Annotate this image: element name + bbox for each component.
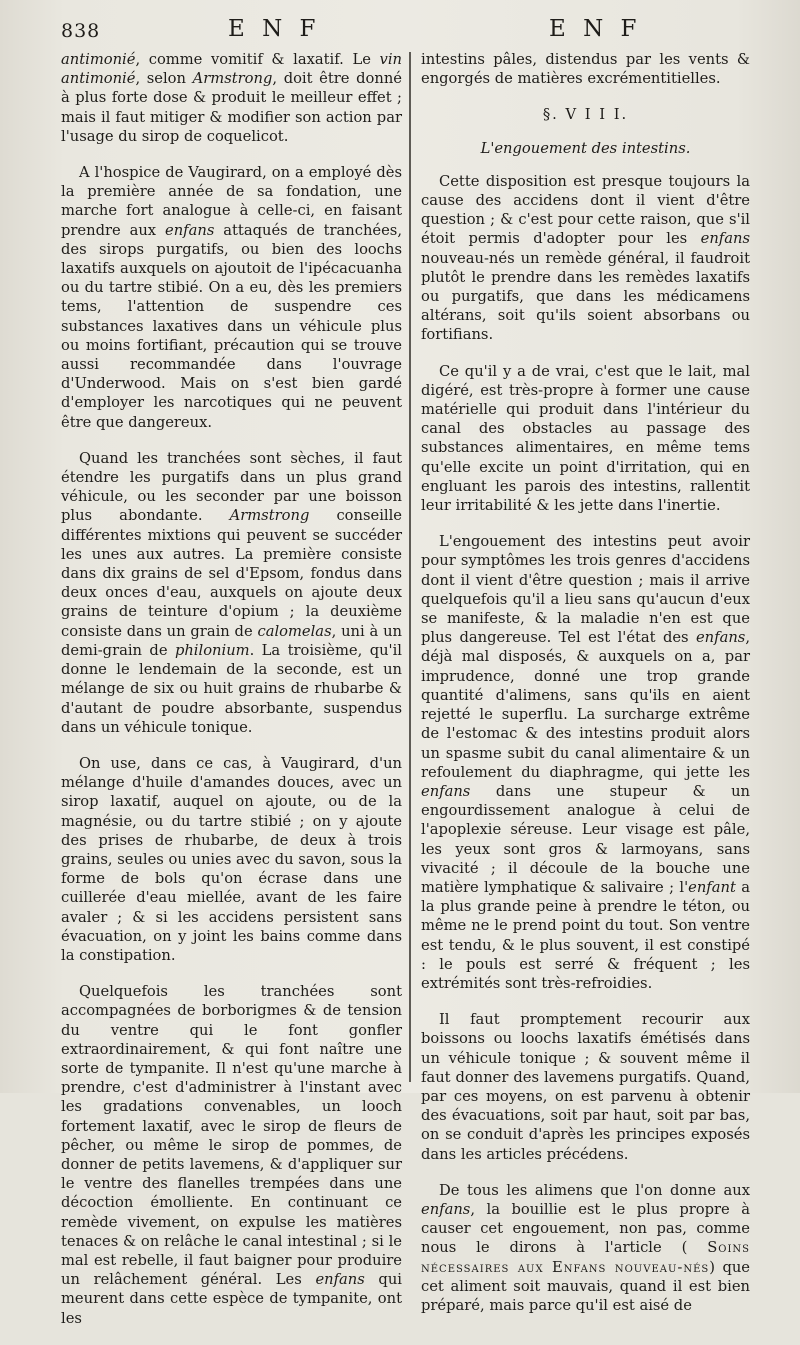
paragraph bbox=[61, 163, 402, 432]
text-run: Ce qu'il y a de vrai, c'est que le lait, mal digéré, est très-propre à former une cause matérielle qui produit dans l'intérieur du canal des obstacles au passage des substances alimentaires, en même tems qu'elle excite un point d'irritation, qui en engluant les parois des intestins, rallentit leur irritabilité & les jette dans l'inertie. bbox=[421, 362, 750, 515]
text-run: attaqués de tranchées, des sirops purgatifs, ou bien des loochs laxatifs auxquels on ajoutoit de l'ipécacuanha ou du tartre stibié. On a eu, dès les premiers tems, l'attention de suspendre ces substances laxatives dans un véhicule plus ou moins fortifiant, précaution qui se trouve aussi recommandée dans l'ouvrage d'Underwood. Mais on s'est bien gardé d'employer les narcotiques qui ne peuvent être que dangereux. bbox=[61, 221, 402, 431]
text-run: , selon bbox=[135, 70, 193, 88]
text-run: , la bouillie est le plus propre à causer cet engouement, non pas, comme nous le dirons à l'article ( bbox=[421, 1200, 750, 1257]
text-run: conseille différentes mixtions qui peuvent se succéder les unes aux autres. La première consiste dans dix grains de sel d'Epsom, fondus dans deux onces d'eau, auxquels on ajoute deux grains de teinture d'opium ; la deuxième consiste dans un grain de bbox=[61, 507, 402, 640]
running-head-left: E N F bbox=[228, 16, 321, 42]
text-run: On use, dans ce cas, à Vaugirard, d'un mélange d'huile d'amandes douces, avec un sirop laxatif, auquel on ajoute, ou de la magnésie, ou du tartre stibié ; on y ajoute des prises de rhubarbe, de deux à trois grains, seules ou unies avec du savon, sous la forme de bols qu'on écrase dans une cuillerée d'eau miellée, avant de les faire avaler ; & si les accidens persistent sans évacuation, on y joint les bains comme dans la constipation. bbox=[61, 754, 402, 964]
text-run: Soins nécessaires aux Enfans nouveau-nés bbox=[421, 1239, 750, 1276]
text-run: Armstrong bbox=[229, 507, 310, 525]
text-run: , uni à un demi-grain de bbox=[61, 622, 403, 659]
paragraph bbox=[421, 50, 750, 88]
paragraph bbox=[61, 754, 402, 965]
text-run: intestins pâles, distendus par les vents & engorgés de matières excrémentitielles. bbox=[421, 51, 750, 88]
column-divider bbox=[409, 52, 411, 1082]
running-head-right: E N F bbox=[549, 16, 642, 42]
text-run: qui meurent dans cette espèce de tympanite, ont les bbox=[61, 1271, 402, 1327]
paragraph bbox=[61, 50, 402, 146]
text-run: vin antimonié bbox=[61, 51, 402, 88]
section-subtitle: L'engouement des intestins. bbox=[480, 139, 691, 157]
page-number: 838 bbox=[61, 20, 101, 42]
text-run: Cette disposition est presque toujours la cause des accidens dont il vient d'être question ; & c'est pour cette raison, que s'il étoit permis d'adopter pour les bbox=[421, 172, 750, 248]
text-run: philonium bbox=[174, 641, 250, 659]
left-column bbox=[61, 50, 402, 1345]
text-run: enfant bbox=[688, 878, 736, 896]
paragraph bbox=[421, 1010, 750, 1164]
text-run: Quelquefois les tranchées sont accompagnées de borborigmes & de tension du ventre qui le font gonfler extraordinairement, & qui font naître une sorte de tympanite. Il n'est qu'une marche à prendre, c'est d'administrer à l'instant avec les gradations convenables, un looch fortement laxatif, avec le sirop de fleurs de pêcher, ou même le sirop de pommes, de donner de petits lavemens, & d'appliquer sur le ventre des flanelles trempées dans une décoction émolliente. En continuant ce remède vivement, on expulse les matières tenaces & on relâche le canal intestinal ; si le mal est rebelle, il faut baigner pour produire un relâchement général. Les bbox=[61, 983, 402, 1289]
paragraph bbox=[61, 449, 402, 737]
text-run: De tous les alimens que l'on donne aux bbox=[439, 1181, 750, 1199]
text-run: antimonié bbox=[61, 51, 136, 68]
text-run: enfans bbox=[695, 629, 746, 647]
text-run: enfans bbox=[421, 1200, 471, 1218]
text-run: enfans bbox=[315, 1271, 365, 1289]
text-run: calomelas bbox=[257, 622, 332, 640]
text-run: nouveau-nés un remède général, il faudroit plutôt le prendre dans les remèdes laxatifs ou purgatifs, que dans les médicamens altérans, soit qu'ils soient absorbans ou fortifians. bbox=[421, 249, 750, 344]
paragraph bbox=[61, 982, 402, 1328]
paragraph bbox=[421, 362, 750, 516]
text-run: Armstrong bbox=[192, 70, 273, 88]
paragraph bbox=[421, 172, 750, 345]
text-run: dans une stupeur & un engourdissement analogue à celui de l'apoplexie séreuse. Leur visage est pâle, les yeux sont gros & larmoyans, sans vivacité ; il découle de la bouche une matière lymphatique & salivaire ; l' bbox=[421, 782, 750, 896]
text-run: , déjà mal disposés, & auxquels on a, par imprudence, donné une trop grande quantité d'alimens, sans qu'ils en aient rejetté le superflu. La surcharge extrême de l'estomac & des intestins produit alors un spasme subit du canal alimentaire & un refoulement du diaphragme, qui jette les bbox=[421, 629, 750, 781]
text-run: A l'hospice de Vaugirard, on a employé dès la première année de sa fondation, une marche fort analogue à celle-ci, en faisant prendre aux bbox=[61, 164, 402, 239]
text-run: enfans bbox=[165, 221, 215, 239]
text-run: Il faut promptement recourir aux boissons ou loochs laxatifs émétisés dans un véhicule tonique ; & souvent même il faut donner des lavemens purgatifs. Quand, par ces moyens, on est parvenu à obtenir des évacuations, soit par haut, soit par bas, on se conduit d'après les principes exposés dans les articles précédens. bbox=[421, 1011, 750, 1163]
text-run: a la plus grande peine à prendre le téton, ou même ne le prend point du tout. Son ventre est tendu, & le plus souvent, il est constipé : le pouls est serré & fréquent ; les extrémités sont très-refroidies. bbox=[421, 878, 750, 992]
paragraph bbox=[421, 1181, 750, 1315]
text-run: L'engouement des intestins peut avoir pour symptômes les trois genres d'accidens dont il vient d'être question ; mais il arrive quelquefois qu'il a lieu sans qu'aucun d'eux se manifeste, & la maladie n'en est que plus dangereuse. Tel est l'état des bbox=[421, 533, 750, 647]
right-column bbox=[421, 50, 750, 1332]
text-run: enfans bbox=[700, 230, 750, 248]
section-heading: §. V I I I. bbox=[542, 106, 629, 124]
text-run: . La troisième, qu'il donne le lendemain de la seconde, est un mélange de six ou huit grains de rhubarbe & d'autant de poudre absorbante, suspendus dans un véhicule tonique. bbox=[61, 641, 402, 736]
paragraph bbox=[421, 532, 750, 993]
text-run: enfans bbox=[421, 782, 471, 800]
text-run: Quand les tranchées sont sèches, il faut étendre les purgatifs dans un plus grand véhicule, ou les seconder par une boisson plus abondante. bbox=[61, 449, 402, 525]
text-run: ) que cet aliment soit mauvais, quand il est bien préparé, mais parce qu'il est aisé de bbox=[421, 1258, 750, 1314]
text-run: , doit être donné à plus forte dose & produit le meilleur effet ; mais il faut mitiger & modifier son action par l'usage du sirop de coquelicot. bbox=[61, 70, 402, 145]
text-run: , comme vomitif & laxatif. Le bbox=[135, 51, 380, 68]
